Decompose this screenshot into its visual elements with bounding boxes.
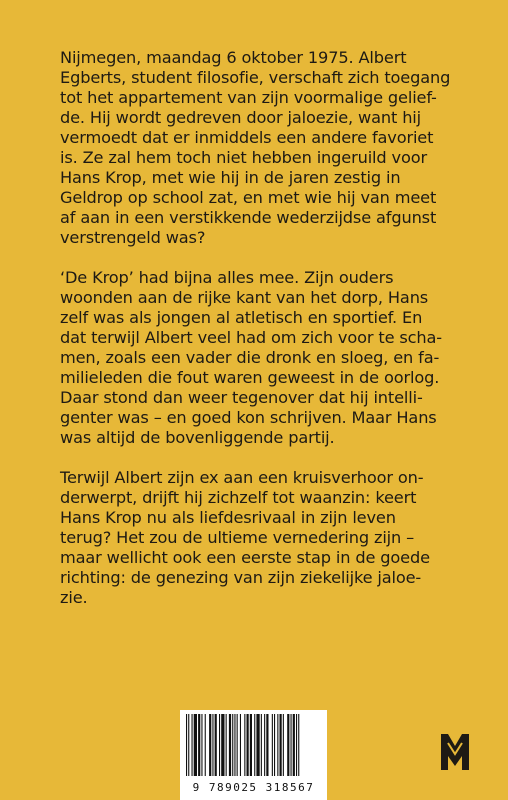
- blurb-line: maar wellicht ook een eerste stap in de goede: [60, 548, 430, 567]
- barcode-bar: [209, 714, 211, 776]
- blurb-line: milieleden die fout waren geweest in de oorlog.: [60, 368, 440, 387]
- barcode-bar: [226, 714, 227, 776]
- barcode-bar: [194, 714, 197, 776]
- barcode-bar: [234, 714, 235, 776]
- barcode-bar: [264, 714, 265, 776]
- blurb-line: zie.: [60, 588, 88, 607]
- blurb-line: Hans Krop nu als liefdesrivaal in zijn leven: [60, 508, 396, 527]
- barcode-bar: [256, 714, 259, 776]
- blurb-line: af aan in een verstikkende wederzijdse afgunst: [60, 208, 437, 227]
- blurb-line: tot het appartement van zijn voormalige gelief-: [60, 88, 437, 107]
- blurb-line: zelf was als jongen al atletisch en sportief. En: [60, 308, 423, 327]
- barcode-bar: [293, 714, 295, 776]
- barcode-bar: [250, 714, 252, 776]
- blurb-line: Nijmegen, maandag 6 oktober 1975. Albert: [60, 48, 407, 67]
- barcode-bar: [188, 714, 189, 776]
- barcode-bar: [272, 714, 273, 776]
- barcode-bar: [198, 714, 200, 776]
- blurb-line: woonden aan de rijke kant van het dorp, Hans: [60, 288, 429, 307]
- blurb-line: Daar stond dan weer tegenover dat hij intelli-: [60, 388, 423, 407]
- barcode-bar: [221, 714, 224, 776]
- blurb-line: Egberts, student filosofie, verschaft zich toegang: [60, 68, 451, 87]
- barcode-bar: [261, 714, 262, 776]
- barcode-bar: [212, 714, 213, 776]
- blurb-line: verstrengeld was?: [60, 228, 206, 247]
- barcode-bar: [232, 714, 233, 776]
- blurb-line: Terwijl Albert zijn ex aan een kruisverhoor on-: [60, 468, 424, 487]
- isbn-number: 9 789025 318567: [192, 781, 315, 794]
- barcode-bar: [237, 714, 238, 776]
- barcode-bar: [219, 714, 220, 776]
- isbn-barcode: [180, 710, 327, 800]
- blurb-paragraph-2: [60, 268, 460, 448]
- blurb-line: men, zoals een vader die dronk en sloeg, en fa-: [60, 348, 440, 367]
- barcode-bar: [186, 714, 187, 776]
- barcode-bars: [184, 714, 323, 776]
- blurb-line: derwerpt, drijft hij zichzelf tot waanzin: keert: [60, 488, 417, 507]
- barcode-bar: [215, 714, 217, 776]
- barcode-bar: [247, 714, 249, 776]
- blurb-line: dat terwijl Albert veel had om zich voor te scha-: [60, 328, 442, 347]
- blurb-line: de. Hij wordt gedreven door jaloezie, want hij: [60, 108, 422, 127]
- barcode-bar: [192, 714, 193, 776]
- barcode-bar: [283, 714, 284, 776]
- blurb-paragraph-1: [60, 48, 460, 248]
- barcode-bar: [244, 714, 245, 776]
- blurb-line: vermoedt dat er inmiddels een andere favoriet: [60, 128, 434, 147]
- barcode-bar: [201, 714, 202, 776]
- barcode-bar: [240, 714, 241, 776]
- blurb-line: Hans Krop, met wie hij in de jaren zestig in: [60, 168, 401, 187]
- blurb-line: is. Ze zal hem toch niet hebben ingeruild voor: [60, 148, 427, 167]
- barcode-bar: [277, 714, 278, 776]
- barcode-bar: [229, 714, 231, 776]
- back-cover-blurb: [60, 48, 460, 608]
- barcode-bar: [254, 714, 255, 776]
- blurb-line: terug? Het zou de ultieme vernedering zijn –: [60, 528, 415, 547]
- publisher-logo-icon: [438, 730, 472, 774]
- barcode-bar: [287, 714, 289, 776]
- blurb-line: richting: de genezing van zijn ziekelijke jaloe-: [60, 568, 422, 587]
- barcode-bar: [296, 714, 297, 776]
- blurb-line: Geldrop op school zat, en met wie hij van meet: [60, 188, 437, 207]
- barcode-bar: [266, 714, 268, 776]
- blurb-paragraph-3: [60, 468, 460, 608]
- barcode-bar: [291, 714, 292, 776]
- barcode-bar: [298, 714, 299, 776]
- barcode-bar: [280, 714, 282, 776]
- blurb-line: ‘De Krop’ had bijna alles mee. Zijn ouders: [60, 268, 394, 287]
- blurb-line: was altijd de bovenliggende partij.: [60, 428, 335, 447]
- barcode-bar: [205, 714, 206, 776]
- blurb-line: genter was – en goed kon schrijven. Maar Hans: [60, 408, 437, 427]
- barcode-bar: [274, 714, 275, 776]
